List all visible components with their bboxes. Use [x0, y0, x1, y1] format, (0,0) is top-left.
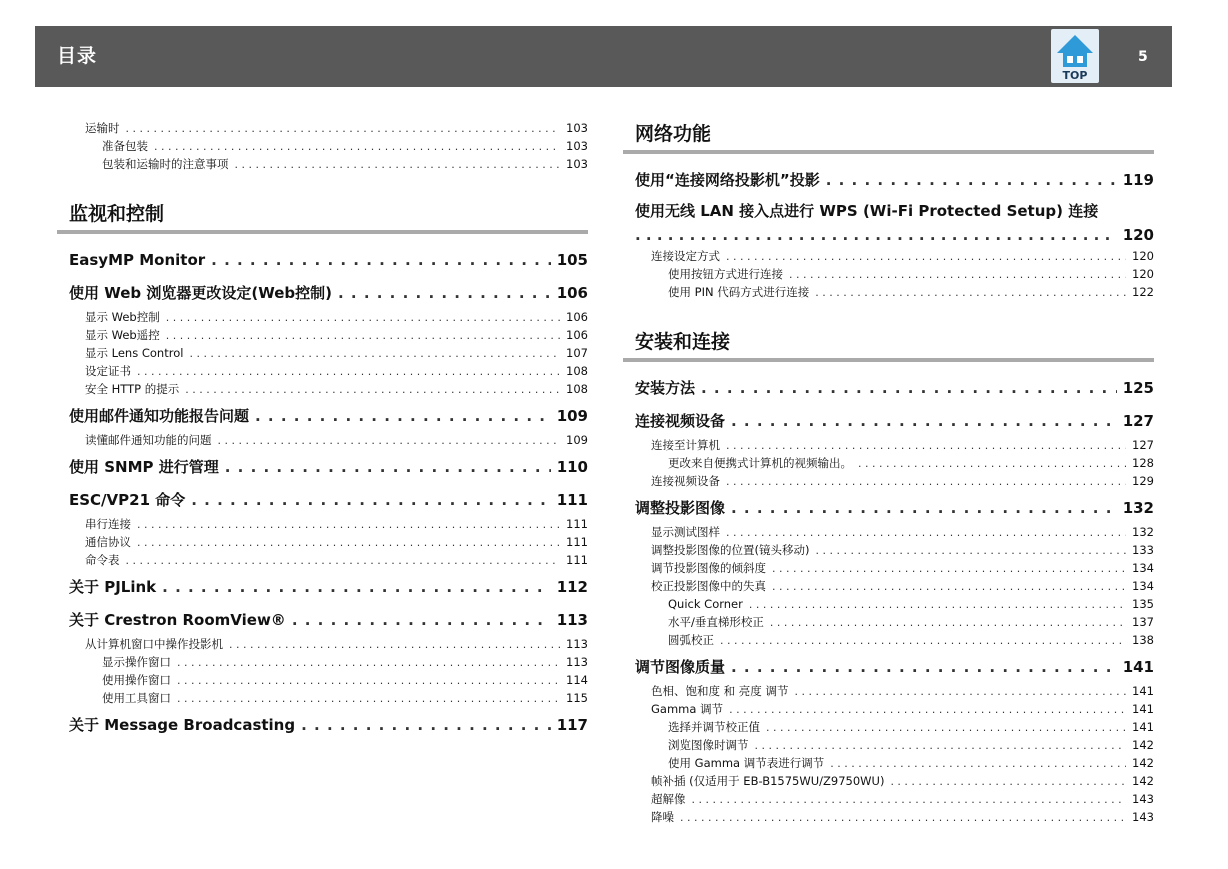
toc-entry[interactable]: 浏览图像时调节 . . . 142: [623, 736, 1154, 754]
page-header: [35, 26, 1172, 87]
toc-entry[interactable]: 调节投影图像的倾斜度 . . . 134: [623, 559, 1154, 577]
toc-entry[interactable]: 使用操作窗口 . . . 114: [57, 671, 588, 689]
toc-entry[interactable]: 圆弧校正 . . . 138: [623, 631, 1154, 649]
page-number: 5: [1138, 49, 1148, 65]
toc-entry[interactable]: 读懂邮件通知功能的问题 . . . 109: [57, 431, 588, 449]
toc-entry-major[interactable]: 使用“连接网络投影机”投影 . . . 119: [623, 166, 1154, 195]
toc-entry[interactable]: 帧补插 (仅适用于 EB-B1575WU/Z9750WU) . . . 142: [623, 772, 1154, 790]
toc-entry-major[interactable]: 使用 SNMP 进行管理 . . . 110: [57, 453, 588, 482]
toc-entry-major[interactable]: 连接视频设备 . . . 127: [623, 407, 1154, 436]
toc-entry[interactable]: 包装和运输时的注意事项 . . . 103: [57, 155, 588, 173]
page-title: 目录: [57, 45, 98, 67]
toc-entry[interactable]: 准备包装 . . . 103: [57, 137, 588, 155]
toc-right-column: [623, 119, 1154, 826]
toc-entry[interactable]: 通信协议 . . . 111: [57, 533, 588, 551]
toc-entry[interactable]: 命令表 . . . 111: [57, 551, 588, 569]
toc-entry[interactable]: 显示 Lens Control . . . 107: [57, 344, 588, 362]
toc-entry-major[interactable]: ESC/VP21 命令 . . . 111: [57, 486, 588, 515]
toc-entry-major[interactable]: 调整投影图像 . . . 132: [623, 494, 1154, 523]
toc-entry[interactable]: 使用按钮方式进行连接 . . . 120: [623, 265, 1154, 283]
toc-entry[interactable]: 色相、饱和度 和 亮度 调节 . . . 141: [623, 682, 1154, 700]
toc-entry[interactable]: 显示 Web遥控 . . . 106: [57, 326, 588, 344]
toc-entry[interactable]: 更改来自便携式计算机的视频输出。 . . . 128: [623, 454, 1154, 472]
toc-entry-major[interactable]: 关于 PJLink . . . 112: [57, 573, 588, 602]
top-label: TOP: [1062, 69, 1088, 82]
toc-entry[interactable]: 校正投影图像中的失真 . . . 134: [623, 577, 1154, 595]
toc-entry[interactable]: 超解像 . . . 143: [623, 790, 1154, 808]
toc-entry-major[interactable]: 使用邮件通知功能报告问题 . . . 109: [57, 402, 588, 431]
toc-entry[interactable]: 运输时 . . . 103: [57, 119, 588, 137]
toc-entry[interactable]: 连接设定方式 . . . 120: [623, 247, 1154, 265]
toc-entry[interactable]: 设定证书 . . . 108: [57, 362, 588, 380]
toc-entry[interactable]: 显示测试图样 . . . 132: [623, 523, 1154, 541]
toc-entry[interactable]: 连接视频设备 . . . 129: [623, 472, 1154, 490]
toc-entry-major[interactable]: EasyMP Monitor . . . 105: [57, 246, 588, 275]
toc-entry[interactable]: 安全 HTTP 的提示 . . . 108: [57, 380, 588, 398]
toc-entry[interactable]: 使用 Gamma 调节表进行调节 . . . 142: [623, 754, 1154, 772]
toc-left-column: [57, 119, 588, 740]
toc-entry[interactable]: 显示操作窗口 . . . 113: [57, 653, 588, 671]
toc-entry-major[interactable]: 关于 Crestron RoomView® . . . 113: [57, 606, 588, 635]
toc-entry[interactable]: 显示 Web控制 . . . 106: [57, 308, 588, 326]
toc-entry-major[interactable]: 关于 Message Broadcasting . . . 117: [57, 711, 588, 740]
toc-entry[interactable]: Gamma 调节 . . . 141: [623, 700, 1154, 718]
toc-entry-major-wrapped[interactable]: 使用无线 LAN 接入点进行 WPS (Wi-Fi Protected Setup) 连接 . . . 120: [623, 199, 1154, 247]
toc-entry[interactable]: 水平/垂直梯形校正 . . . 137: [623, 613, 1154, 631]
toc-entry-major[interactable]: 使用 Web 浏览器更改设定(Web控制) . . . 106: [57, 279, 588, 308]
toc-entry[interactable]: 连接至计算机 . . . 127: [623, 436, 1154, 454]
toc-entry[interactable]: 调整投影图像的位置(镜头移动) . . . 133: [623, 541, 1154, 559]
top-button[interactable]: [1051, 29, 1099, 83]
section-heading: 监视和控制: [57, 199, 588, 234]
toc-entry[interactable]: 使用 PIN 代码方式进行连接 . . . 122: [623, 283, 1154, 301]
home-icon: [1057, 35, 1093, 53]
toc-entry-major[interactable]: 安装方法 . . . 125: [623, 374, 1154, 403]
section-heading: 安装和连接: [623, 327, 1154, 362]
toc-entry[interactable]: 降噪 . . . 143: [623, 808, 1154, 826]
toc-entry-major[interactable]: 调节图像质量 . . . 141: [623, 653, 1154, 682]
toc-entry[interactable]: Quick Corner . . . 135: [623, 595, 1154, 613]
toc-entry[interactable]: 串行连接 . . . 111: [57, 515, 588, 533]
toc-entry[interactable]: 从计算机窗口中操作投影机 . . . 113: [57, 635, 588, 653]
section-heading: 网络功能: [623, 119, 1154, 154]
toc-entry[interactable]: 选择并调节校正值 . . . 141: [623, 718, 1154, 736]
toc-entry[interactable]: 使用工具窗口 . . . 115: [57, 689, 588, 707]
